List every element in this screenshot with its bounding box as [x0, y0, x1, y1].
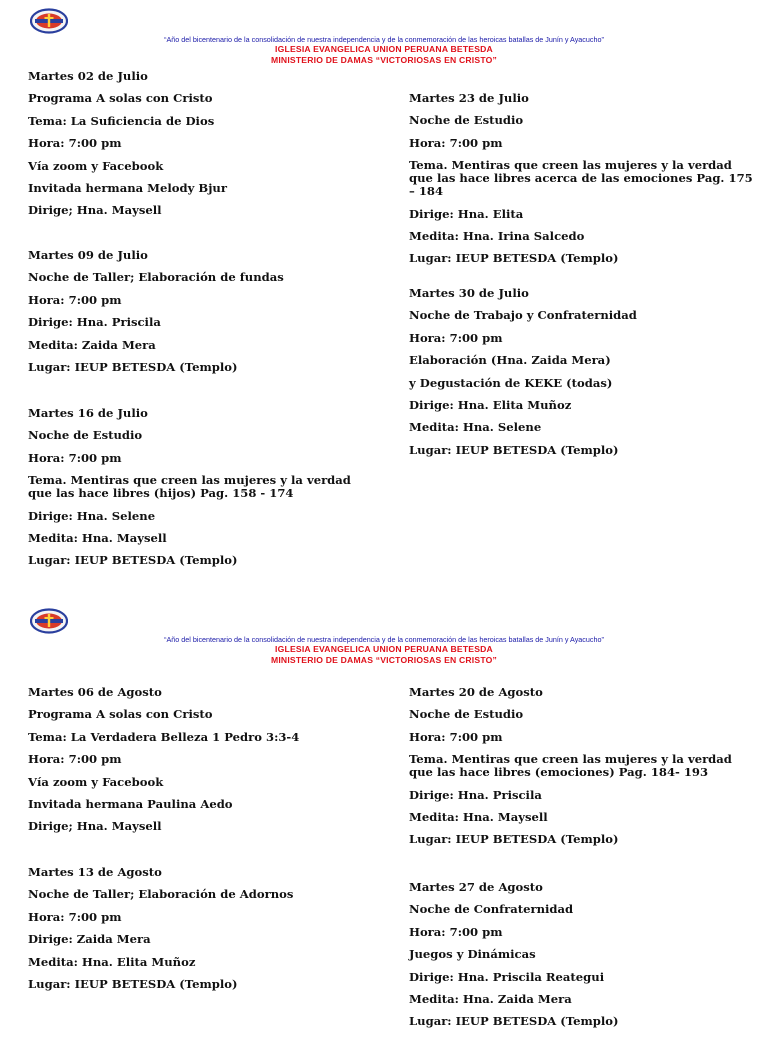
event-line: Hora: 7:00 pm: [28, 752, 122, 767]
event-block: [28, 866, 373, 1000]
event-line: Hora: 7:00 pm: [409, 135, 503, 150]
event-line: Lugar: IEUP BETESDA (Templo): [409, 251, 619, 266]
event-line: Dirige: Zaida Mera: [28, 932, 151, 947]
ministry-name: MINISTERIO DE DAMAS “VICTORIOSAS EN CRISTO”: [270, 655, 497, 665]
church-emblem-icon: [30, 8, 68, 34]
church-name: IGLESIA EVANGELICA UNION PERUANA BETESDA: [275, 644, 493, 654]
event-date: Martes 02 de Julio: [28, 69, 148, 83]
event-line: Hora: 7:00 pm: [28, 292, 122, 307]
event-line: Noche de Trabajo y Confraternidad: [409, 308, 637, 323]
event-line: Programa A solas con Cristo: [28, 91, 213, 106]
event-block: [28, 249, 373, 383]
event-line: Noche de Confraternidad: [409, 902, 574, 917]
event-line: Tema. Mentiras que creen las mujeres y la verdad que las hace libres acerca de las emociones Pag. 175 – 184: [409, 158, 757, 199]
event-date: Martes 27 de Agosto: [409, 880, 543, 894]
event-line: Dirige: Hna. Priscila: [409, 787, 542, 802]
event-date: Martes 20 de Agosto: [409, 685, 543, 699]
ministry-name: MINISTERIO DE DAMAS “VICTORIOSAS EN CRISTO”: [270, 55, 497, 65]
event-line: Medita: Hna. Elita Muñoz: [28, 954, 196, 969]
event-line: Lugar: IEUP BETESDA (Templo): [409, 1014, 619, 1029]
event-date: Martes 13 de Agosto: [28, 865, 162, 879]
event-line: Dirige: Hna. Elita Muñoz: [409, 397, 572, 412]
church-emblem-icon: [30, 608, 68, 634]
event-line: Lugar: IEUP BETESDA (Templo): [28, 976, 238, 991]
event-line: Tema. Mentiras que creen las mujeres y la verdad que las hace libres (emociones) Pag. 184- 193: [409, 752, 736, 780]
event-line: Noche de Estudio: [28, 428, 143, 443]
event-line: Hora: 7:00 pm: [28, 450, 122, 465]
event-line: Lugar: IEUP BETESDA (Templo): [28, 359, 238, 374]
event-line: Noche de Taller; Elaboración de fundas: [28, 270, 284, 285]
church-name: IGLESIA EVANGELICA UNION PERUANA BETESDA: [275, 44, 493, 54]
event-line: Lugar: IEUP BETESDA (Templo): [28, 553, 238, 568]
event-date: Martes 06 de Agosto: [28, 685, 162, 699]
event-line: Hora: 7:00 pm: [409, 729, 503, 744]
event-line: Medita: Hna. Maysell: [409, 809, 548, 824]
event-line: Medita: Zaida Mera: [28, 337, 156, 352]
motto-text: “Año del bicentenario de la consolidación de nuestra independencia y de la conmemoración de las heroicas batallas de Junín y Ayacucho”: [164, 35, 604, 44]
event-line: Lugar: IEUP BETESDA (Templo): [409, 442, 619, 457]
event-block: [409, 287, 754, 466]
event-line: Lugar: IEUP BETESDA (Templo): [409, 832, 619, 847]
event-line: Dirige: Hna. Selene: [28, 508, 156, 523]
event-line: Invitada hermana Melody Bjur: [28, 180, 227, 195]
event-line: Dirige: Hna. Priscila: [28, 315, 161, 330]
event-line: Medita: Hna. Zaida Mera: [409, 991, 572, 1006]
event-line: Invitada hermana Paulina Aedo: [28, 796, 233, 811]
event-block: [28, 407, 373, 577]
event-line: Medita: Hna. Maysell: [28, 530, 167, 545]
event-block: [28, 70, 373, 227]
event-line: Tema: La Verdadera Belleza 1 Pedro 3:3-4: [28, 729, 300, 744]
event-line: y Degustación de KEKE (todas): [409, 375, 613, 390]
motto-text: “Año del bicentenario de la consolidación de nuestra independencia y de la conmemoración de las heroicas batallas de Junín y Ayacucho”: [164, 635, 604, 644]
event-line: Tema: La Suficiencia de Dios: [28, 113, 215, 128]
event-date: Martes 16 de Julio: [28, 406, 148, 420]
event-block: [409, 686, 754, 856]
event-line: Noche de Estudio: [409, 707, 524, 722]
event-date: Martes 09 de Julio: [28, 248, 148, 262]
event-line: Noche de Estudio: [409, 113, 524, 128]
event-line: Vía zoom y Facebook: [28, 774, 164, 789]
event-line: Tema. Mentiras que creen las mujeres y la verdad que las hace libres (hijos) Pag. 158 - 174: [28, 473, 355, 501]
event-line: Dirige: Hna. Elita: [409, 206, 524, 221]
event-date: Martes 23 de Julio: [409, 91, 529, 105]
event-date: Martes 30 de Julio: [409, 286, 529, 300]
event-line: Hora: 7:00 pm: [28, 136, 122, 151]
event-block: [409, 91, 757, 275]
event-line: Juegos y Dinámicas: [409, 947, 536, 962]
event-block: [28, 686, 373, 843]
event-line: Elaboración (Hna. Zaida Mera): [409, 353, 611, 368]
event-line: Hora: 7:00 pm: [409, 330, 503, 345]
event-line: Dirige; Hna. Maysell: [28, 203, 162, 218]
event-block: [409, 881, 754, 1038]
event-line: Medita: Hna. Irina Salcedo: [409, 228, 585, 243]
event-line: Dirige: Hna. Priscila Reategui: [409, 969, 605, 984]
event-line: Hora: 7:00 pm: [409, 924, 503, 939]
event-line: Programa A solas con Cristo: [28, 707, 213, 722]
event-line: Dirige; Hna. Maysell: [28, 819, 162, 834]
event-line: Vía zoom y Facebook: [28, 158, 164, 173]
event-line: Medita: Hna. Selene: [409, 420, 542, 435]
event-line: Hora: 7:00 pm: [28, 909, 122, 924]
event-line: Noche de Taller; Elaboración de Adornos: [28, 887, 294, 902]
